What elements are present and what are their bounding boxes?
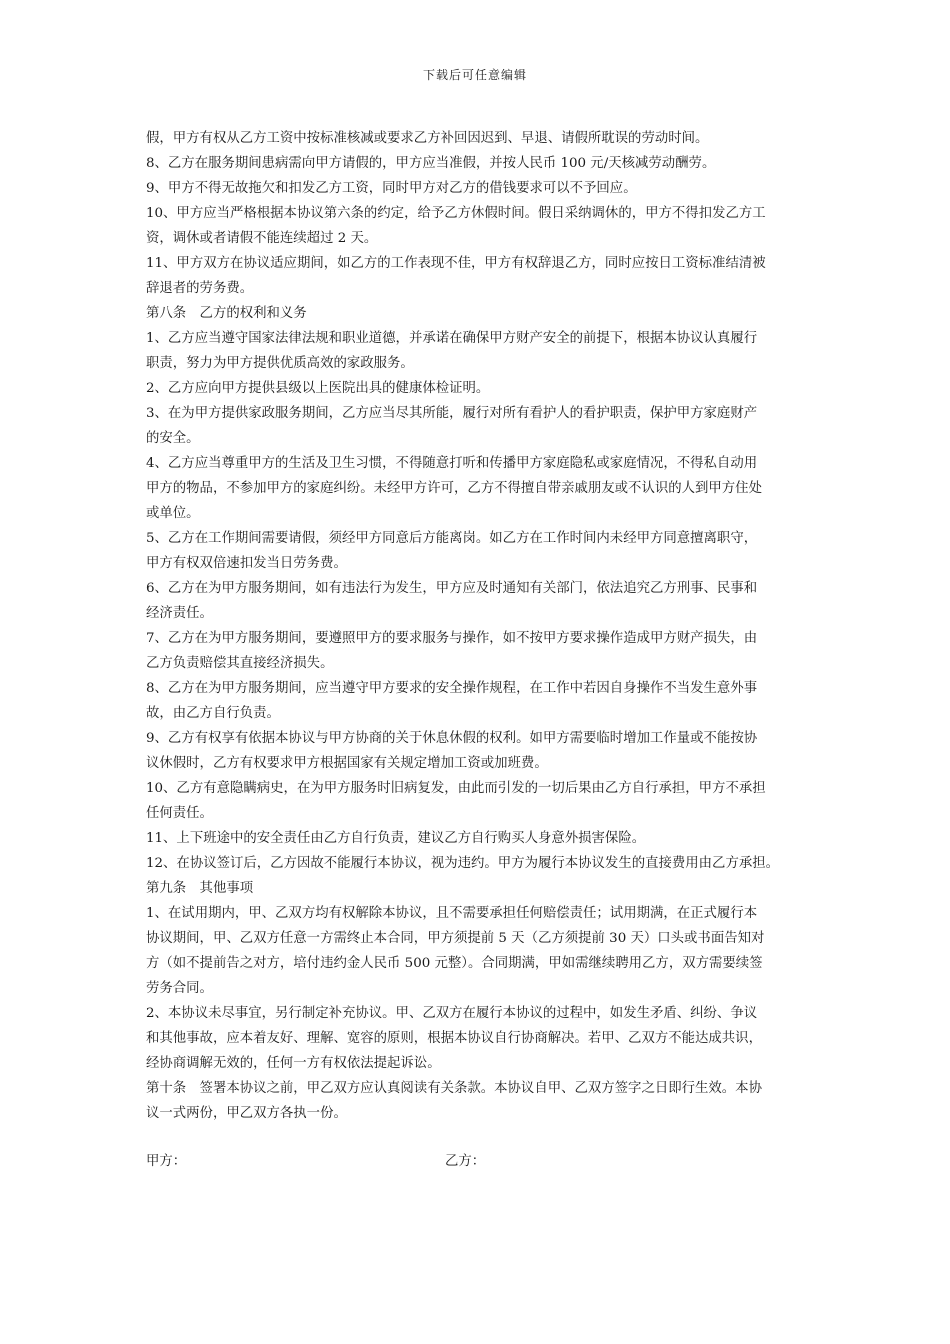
text-line: 任何责任。 [146, 806, 213, 821]
text-line: 9、乙方有权享有依据本协议与甲方协商的关于休息休假的权利。如甲方需要临时增加工作量或不能按协 [146, 731, 758, 746]
text-line: 10、乙方有意隐瞒病史，在为甲方服务时旧病复发，由此而引发的一切后果由乙方自行承担，甲方不承担 [146, 781, 766, 796]
text-line: 或单位。 [146, 506, 200, 521]
text-line: 第十条 签署本协议之前，甲乙双方应认真阅读有关条款。本协议自甲、乙双方签字之日即行生效。本协 [146, 1081, 762, 1096]
text-line: 经济责任。 [146, 606, 213, 621]
text-line: 方（如不提前告之对方，培付违约金人民币 500 元整）。合同期满，甲如需继续聘用乙方，双方需要续签 [146, 956, 763, 971]
text-line: 和其他事故，应本着友好、理解、宽容的原则，根据本协议自行协商解决。若甲、乙双方不能达成共识， [146, 1031, 762, 1046]
text-line: 1、在试用期内，甲、乙双方均有权解除本协议，且不需要承担任何赔偿责任；试用期满，在正式履行本 [146, 906, 758, 921]
page-header: 下载后可任意编辑 [422, 68, 527, 82]
text-line: 乙方负责赔偿其直接经济损失。 [146, 656, 334, 671]
text-line: 9、甲方不得无故拖欠和扣发乙方工资，同时甲方对乙方的借钱要求可以不予回应。 [146, 181, 637, 196]
text-line: 11、上下班途中的安全责任由乙方自行负责，建议乙方自行购买人身意外损害保险。 [146, 831, 646, 846]
text-line: 议一式两份，甲乙双方各执一份。 [146, 1106, 347, 1121]
signature-row [146, 1149, 810, 1174]
text-line: 经协商调解无效的，任何一方有权依法提起诉讼。 [146, 1056, 441, 1071]
text-line: 资，调休或者请假不能连续超过 2 天。 [146, 231, 378, 246]
text-line: 甲方的物品，不参加甲方的家庭纠纷。未经甲方许可，乙方不得擅自带亲戚朋友或不认识的人到甲方住处 [146, 481, 762, 496]
text-line: 5、乙方在工作期间需要请假，须经甲方同意后方能离岗。如乙方在工作时间内未经甲方同意擅离职守， [146, 531, 758, 546]
text-line: 2、本协议未尽事宜，另行制定补充协议。甲、乙双方在履行本协议的过程中，如发生矛盾、纠纷、争议 [146, 1006, 758, 1021]
text-line: 3、在为甲方提供家政服务期间，乙方应当尽其所能，履行对所有看护人的看护职责，保护甲方家庭财产 [146, 406, 758, 421]
text-line: 10、甲方应当严格根据本协议第六条的约定，给予乙方休假时间。假日采纳调休的，甲方不得扣发乙方工 [146, 206, 766, 221]
text-line: 8、乙方在服务期间患病需向甲方请假的，甲方应当准假，并按人民币 100 元/天核减劳动酬劳。 [146, 156, 716, 171]
text-line: 的安全。 [146, 431, 200, 446]
contract-body [146, 126, 810, 1126]
text-line: 议休假时，乙方有权要求甲方根据国家有关规定增加工资或加班费。 [146, 756, 548, 771]
text-line: 协议期间，甲、乙双方任意一方需终止本合同，甲方须提前 5 天（乙方须提前 30 天）口头或书面告知对 [146, 931, 765, 946]
text-line: 8、乙方在为甲方服务期间，应当遵守甲方要求的安全操作规程，在工作中若因自身操作不当发生意外事 [146, 681, 758, 696]
text-line: 故，由乙方自行负责。 [146, 706, 280, 721]
text-line: 劳务合同。 [146, 981, 213, 996]
text-line: 假，甲方有权从乙方工资中按标准核减或要求乙方补回因迟到、早退、请假所耽误的劳动时间。 [146, 131, 709, 146]
party-b-signature-label: 乙方： [445, 1154, 486, 1169]
text-line: 11、甲方双方在协议适应期间，如乙方的工作表现不佳，甲方有权辞退乙方，同时应按日工资标准结清被 [146, 256, 766, 271]
text-line: 12、在协议签订后，乙方因故不能履行本协议，视为违约。甲方为履行本协议发生的直接费用由乙方承担。 [146, 856, 780, 871]
text-line: 第九条 其他事项 [146, 881, 254, 896]
text-line: 6、乙方在为甲方服务期间，如有违法行为发生，甲方应及时通知有关部门，依法追究乙方刑事、民事和 [146, 581, 758, 596]
text-line: 4、乙方应当尊重甲方的生活及卫生习惯，不得随意打听和传播甲方家庭隐私或家庭情况，不得私自动用 [146, 456, 758, 471]
text-line: 职责，努力为甲方提供优质高效的家政服务。 [146, 356, 414, 371]
text-line: 甲方有权双倍速扣发当日劳务费。 [146, 556, 347, 571]
text-line: 2、乙方应向甲方提供县级以上医院出具的健康体检证明。 [146, 381, 490, 396]
party-a-signature-label: 甲方： [146, 1154, 187, 1169]
text-line: 第八条 乙方的权利和义务 [146, 306, 307, 321]
text-line: 1、乙方应当遵守国家法律法规和职业道德，并承诺在确保甲方财产安全的前提下，根据本协议认真履行 [146, 331, 758, 346]
text-line: 7、乙方在为甲方服务期间，要遵照甲方的要求服务与操作，如不按甲方要求操作造成甲方财产损失，由 [146, 631, 758, 646]
text-line: 辞退者的劳务费。 [146, 281, 254, 296]
